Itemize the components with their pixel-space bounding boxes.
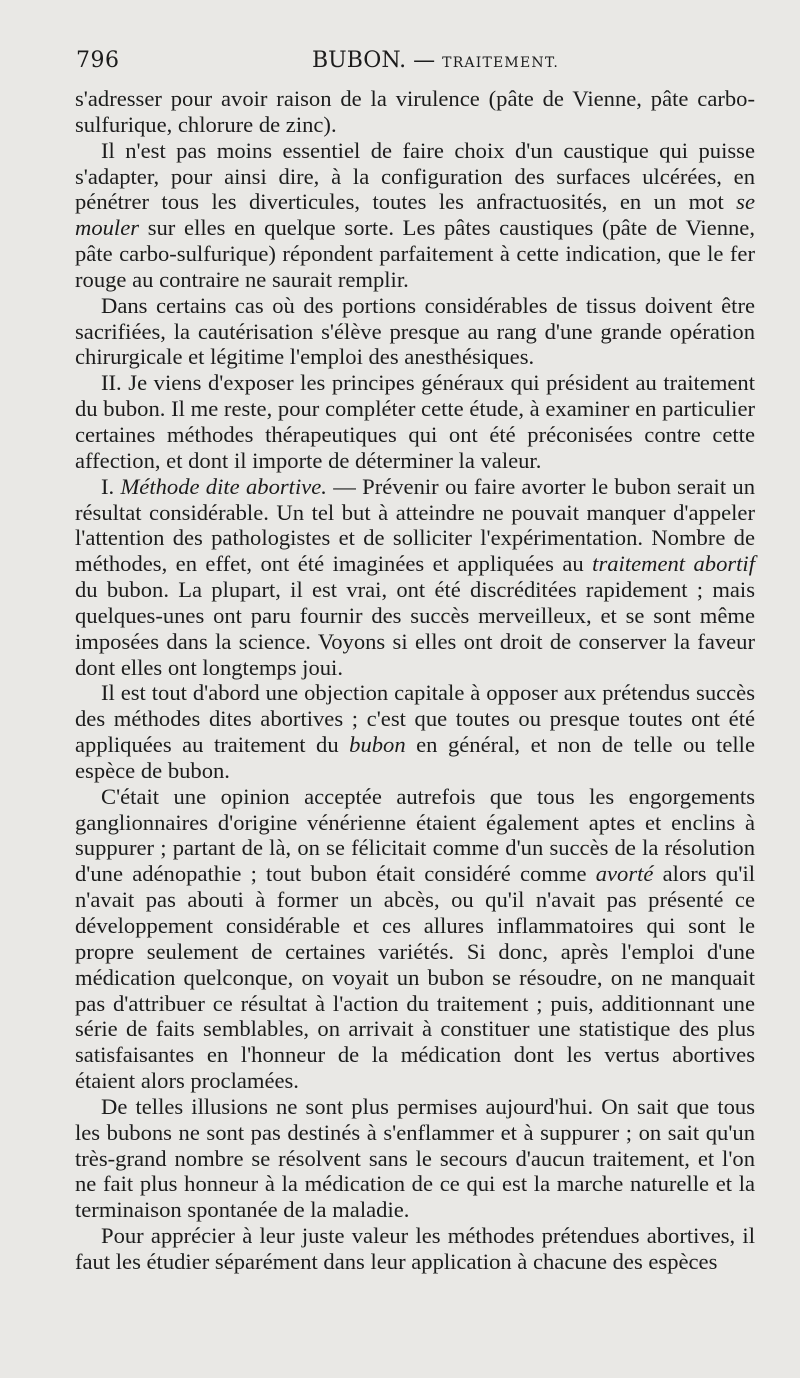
paragraph-text: Il est tout d'abord une objection capitale à opposer aux prétendus succès des méthodes dites abortives ; c'est que toutes ou presque toutes ont été appliquées au traitement du — [75, 680, 755, 758]
italic-text: traitement abortif — [592, 551, 755, 577]
paragraph-9 — [75, 1223, 755, 1275]
paragraph-text: Pour apprécier à leur juste valeur les méthodes prétendues abortives, il faut les étudier séparément dans leur application à chacune des espèces — [75, 1223, 755, 1274]
paragraph-text: sur elles en quelque sorte. Les pâtes caustiques (pâte de Vienne, pâte carbo-sulfurique) répondent parfaitement à cette indication, que le fer rouge au contraire ne saurait remplir. — [75, 215, 755, 292]
paragraph-3 — [75, 293, 755, 371]
paragraph-text: en général, et non de telle ou telle espèce de bubon. — [75, 732, 755, 783]
body-text — [75, 86, 755, 1275]
paragraph-6 — [75, 680, 755, 783]
paragraph-2 — [75, 138, 755, 293]
paragraph-text: C'était une opinion acceptée autrefois que tous les engorgements ganglionnaires d'origine vénérienne étaient également aptes et enclins à suppurer ; partant de là, on se félicitait comme d'un succès de la résolution d'une adénopathie ; tout bubon était considéré comme — [75, 783, 755, 887]
paragraph-8 — [75, 1094, 755, 1223]
italic-text: se mouler — [75, 189, 755, 241]
paragraph-1 — [75, 86, 755, 138]
section-heading-italic: Méthode dite abortive. — [120, 473, 327, 499]
italic-text: bubon — [349, 732, 406, 758]
paragraph-4 — [75, 370, 755, 473]
running-title-dash: — — [406, 48, 443, 73]
paragraph-text: De telles illusions ne sont plus permises aujourd'hui. On sait que tous les bubons ne sont pas destinés à s'enflammer et à suppurer ; on sait qu'un très-grand nombre se résolvent sans le secours d'aucun traitement, et l'on ne fait plus honneur à la médication de ce qui est la marche naturelle et la terminaison spontanée de la maladie. — [75, 1093, 755, 1223]
italic-text: avorté — [595, 861, 654, 887]
running-title-subtitle: TRAITEMENT. — [442, 55, 559, 71]
paragraph-text: s'adresser pour avoir raison de la virulence (pâte de Vienne, pâte carbo-sulfurique, chlorure de zinc). — [75, 86, 755, 137]
paragraph-text: alors qu'il n'avait pas abouti à former un abcès, ou qu'il n'avait pas présenté ce développement considérable et ces allures inflammatoires qui sont le propre seulement de certaines variétés. Si donc, après l'emploi d'une médication quelconque, on voyait un bubon se résoudre, on ne manquait pas d'attribuer ce résultat à l'action du traitement ; puis, additionnant une série de faits semblables, on arrivait à constituer une statistique des plus satisfaisantes en l'honneur de la médication dont les vertus abortives étaient alors proclamées. — [75, 861, 755, 1094]
paragraph-text: I. — [101, 473, 121, 499]
paragraph-5 — [75, 474, 755, 681]
paragraph-text: II. Je viens d'exposer les principes généraux qui président au traitement du bubon. Il me reste, pour compléter cette étude, à examiner en particulier certaines méthodes thérapeutiques qui ont été préconisées contre cette affection, et dont il importe de déterminer la valeur. — [75, 370, 755, 473]
running-title — [312, 48, 559, 73]
paragraph-text: Il n'est pas moins essentiel de faire choix d'un caustique qui puisse s'adapter, pour ainsi dire, à la configuration des surfaces ulcérées, en pénétrer tous les diverticules, toutes les anfractuosités, en un mot — [75, 137, 755, 215]
paragraph-7 — [75, 784, 755, 1094]
paragraph-text: Dans certains cas où des portions considérables de tissus doivent être sacrifiées, la cautérisation s'élève presque au rang d'une grande opération chirurgicale et légitime l'emploi des anesthésiques. — [75, 292, 755, 370]
page-header — [76, 48, 756, 82]
paragraph-text: — Prévenir ou faire avorter le bubon serait un résultat considérable. Un tel but à atteindre ne pouvait manquer d'appeler l'attention des pathologistes et de solliciter l'expérimentation. Nombre de méthodes, en effet, ont été imaginées et appliquées au — [75, 473, 755, 577]
paragraph-text: du bubon. La plupart, il est vrai, ont été discréditées rapidement ; mais quelques-unes ont paru fournir des succès merveilleux, et se sont même imposées dans la science. Voyons si elles ont droit de conserver la faveur dont elles ont longtemps joui. — [75, 577, 755, 680]
running-title-main: BUBON. — [312, 48, 407, 73]
page-number: 796 — [76, 48, 120, 73]
